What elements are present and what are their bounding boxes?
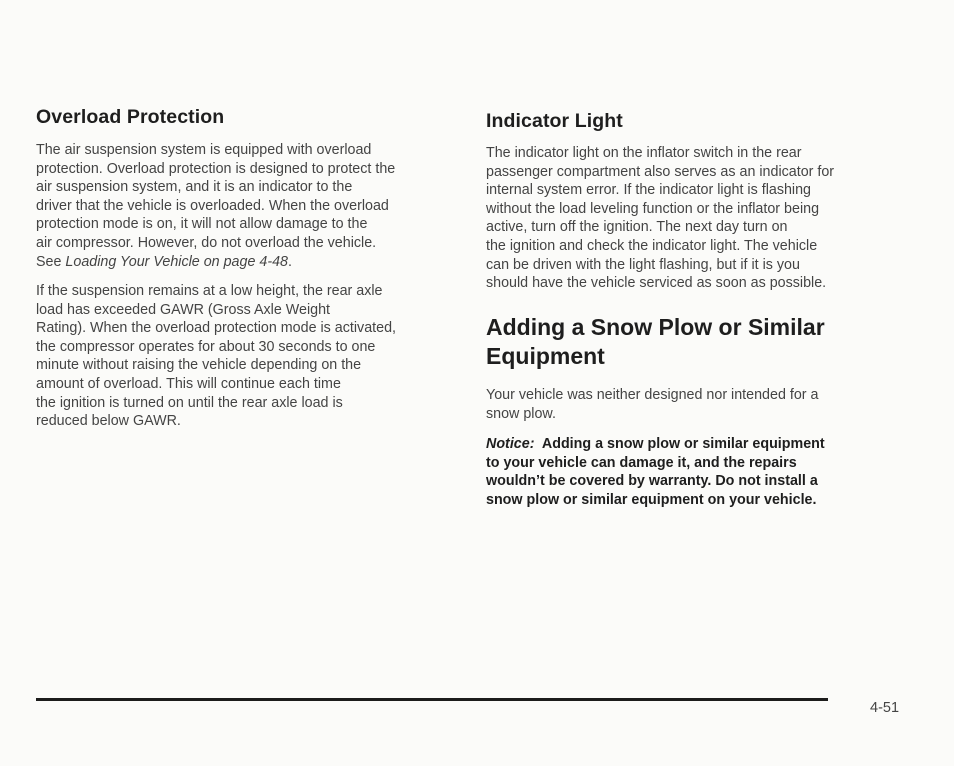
snow-plow-paragraph: [486, 386, 819, 423]
text-line: the ignition is turned on until the rear axle load is: [36, 394, 343, 411]
heading-line: Equipment: [486, 343, 605, 369]
text-line: can be driven with the light flashing, but if it is you: [486, 256, 800, 273]
text-line: [36, 253, 395, 272]
text-line: The indicator light on the inflator switch in the rear: [486, 145, 802, 161]
see-text: See: [36, 253, 66, 270]
text-line: amount of overload. This will continue each time: [36, 375, 341, 392]
text-line: reduced below GAWR.: [36, 413, 181, 430]
text-line: Your vehicle was neither designed nor intended for a: [486, 387, 819, 403]
text-line: the ignition and check the indicator light. The vehicle: [486, 237, 818, 254]
text-line: air compressor. However, do not overload the vehicle.: [36, 234, 377, 251]
text-line: internal system error. If the indicator light is flashing: [486, 182, 812, 199]
indicator-light-paragraph: [486, 144, 834, 293]
text-line: protection mode is on, it will not allow damage to the: [36, 216, 368, 233]
low-height-paragraph: [36, 282, 396, 431]
text-line: to your vehicle can damage it, and the repairs: [486, 454, 797, 471]
text-line: minute without raising the vehicle depending on the: [36, 357, 362, 374]
text-line: wouldn’t be covered by warranty. Do not install a: [486, 473, 818, 490]
text-line: active, turn off the ignition. The next day turn on: [486, 219, 788, 236]
text-line: The air suspension system is equipped with overload: [36, 142, 372, 158]
text-line: If the suspension remains at a low height, the rear axle: [36, 283, 383, 299]
text-line: passenger compartment also serves as an indicator for: [486, 163, 835, 180]
text-line: driver that the vehicle is overloaded. When the overload: [36, 197, 389, 214]
text-line: protection. Overload protection is designed to protect the: [36, 160, 396, 177]
indicator-light-heading: Indicator Light: [486, 110, 623, 132]
snow-plow-heading: [486, 313, 825, 371]
page-number: 4-51: [870, 700, 900, 716]
text-line: load has exceeded GAWR (Gross Axle Weight: [36, 301, 331, 318]
overload-protection-heading: Overload Protection: [36, 106, 225, 128]
period-text: .: [288, 253, 292, 270]
text-line: should have the vehicle serviced as soon as possible.: [486, 275, 827, 292]
text-line: snow plow or similar equipment on your vehicle.: [486, 491, 817, 508]
text-line: [486, 435, 825, 454]
heading-line: Adding a Snow Plow or Similar: [486, 314, 825, 340]
notice-text: Adding a snow plow or similar equipment: [534, 436, 825, 452]
text-line: without the load leveling function or the inflator being: [486, 200, 820, 217]
text-line: Rating). When the overload protection mode is activated,: [36, 320, 396, 337]
page-reference-link[interactable]: Loading Your Vehicle on page 4-48: [65, 253, 289, 270]
overload-protection-paragraph: [36, 141, 395, 271]
footer-rule: [36, 698, 828, 701]
text-line: the compressor operates for about 30 seconds to one: [36, 338, 376, 355]
text-line: snow plow.: [486, 405, 556, 422]
text-line: air suspension system, and it is an indicator to the: [36, 179, 353, 196]
notice-block: [486, 435, 825, 509]
notice-label: Notice:: [486, 436, 535, 452]
